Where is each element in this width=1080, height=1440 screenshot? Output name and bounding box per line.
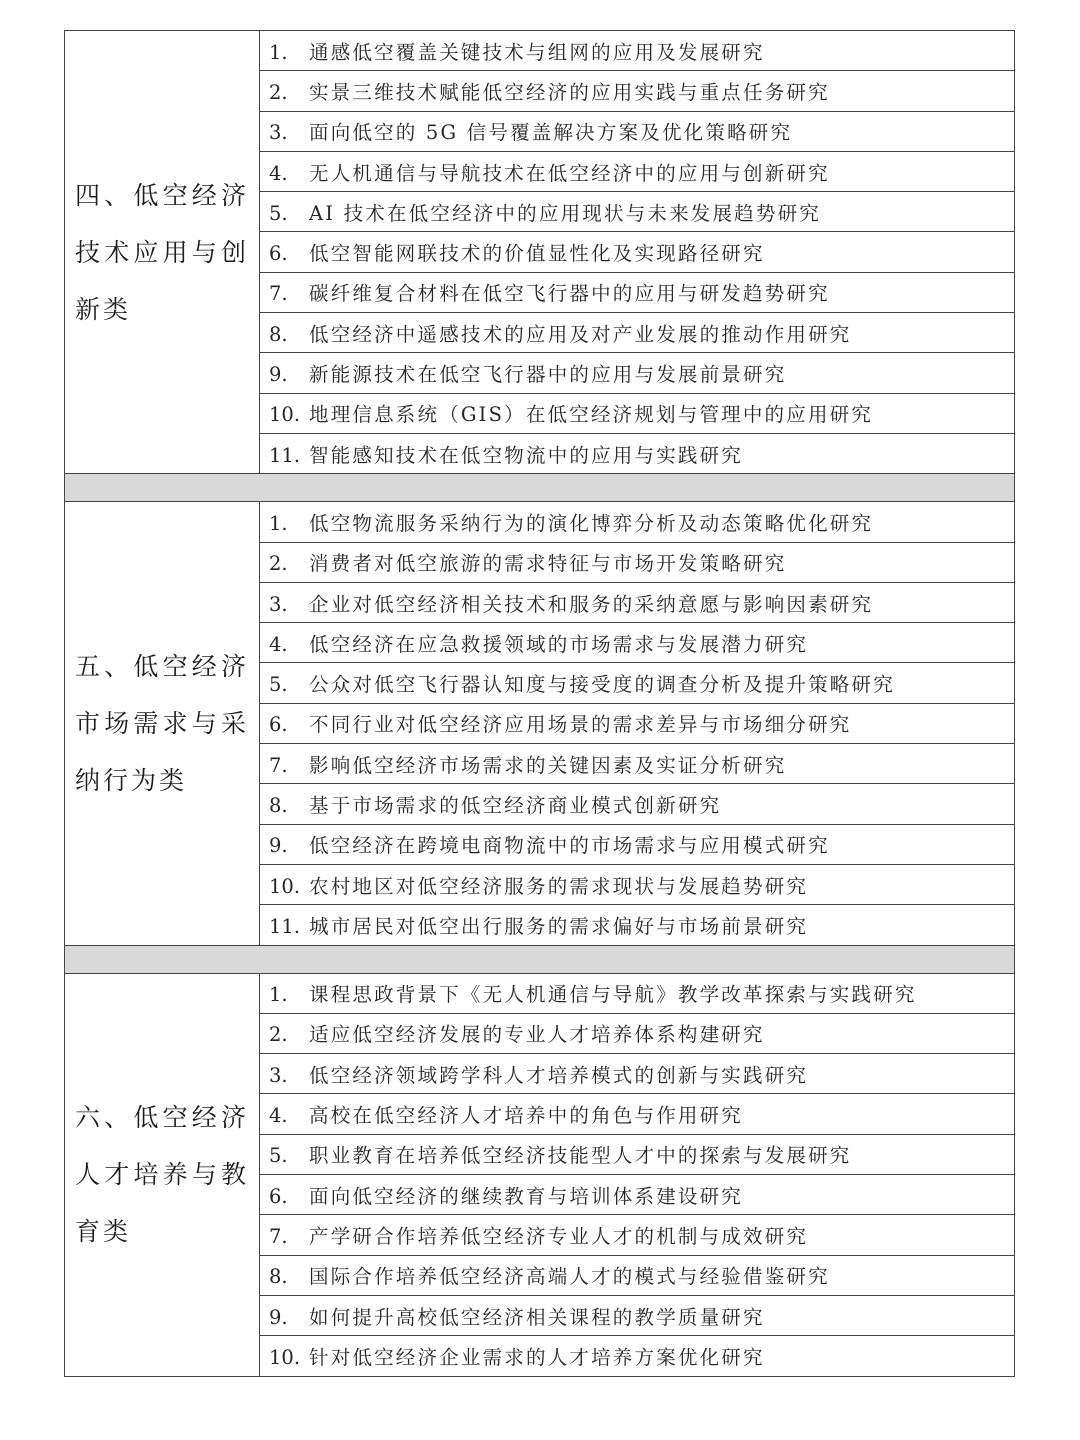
item-number: 1.	[269, 511, 288, 535]
item-text: 低空经济在跨境电商物流中的市场需求与应用模式研究	[309, 834, 830, 858]
topic-item	[260, 31, 1015, 71]
topic-item	[260, 1215, 1015, 1255]
topic-item	[260, 1134, 1015, 1174]
item-number: 7.	[269, 753, 288, 777]
section-separator	[65, 474, 1015, 502]
item-text: 低空物流服务采纳行为的演化博弈分析及动态策略优化研究	[309, 511, 874, 535]
topic-item	[260, 542, 1015, 582]
item-number: 4.	[269, 1104, 288, 1128]
item-text: 面向低空经济的继续教育与培训体系建设研究	[309, 1184, 744, 1208]
topic-item	[260, 1094, 1015, 1134]
topic-item	[260, 151, 1015, 191]
item-text: 影响低空经济市场需求的关键因素及实证分析研究	[309, 753, 787, 777]
item-number: 11.	[269, 914, 301, 938]
item-text: 企业对低空经济相关技术和服务的采纳意愿与影响因素研究	[309, 592, 874, 616]
topic-item	[260, 502, 1015, 542]
item-number: 5.	[269, 1144, 288, 1168]
item-text: 农村地区对低空经济服务的需求现状与发展趋势研究	[309, 874, 809, 898]
item-number: 9.	[269, 363, 288, 387]
item-text: 通感低空覆盖关键技术与组网的应用及发展研究	[309, 40, 765, 64]
item-number: 9.	[269, 834, 288, 858]
item-number: 7.	[269, 282, 288, 306]
category-title: 四、低空经济技术应用与创新类	[65, 31, 260, 474]
topic-item	[260, 663, 1015, 703]
topic-item	[260, 272, 1015, 312]
topic-item	[260, 744, 1015, 784]
topic-item	[260, 1295, 1015, 1335]
item-number: 3.	[269, 592, 288, 616]
item-text: 适应低空经济发展的专业人才培养体系构建研究	[309, 1023, 765, 1047]
table-row	[65, 31, 1015, 71]
item-number: 3.	[269, 1063, 288, 1087]
item-text: 碳纤维复合材料在低空飞行器中的应用与研发趋势研究	[309, 282, 830, 306]
item-text: 高校在低空经济人才培养中的角色与作用研究	[309, 1104, 744, 1128]
item-text: 如何提升高校低空经济相关课程的教学质量研究	[309, 1305, 765, 1329]
topic-item	[260, 824, 1015, 864]
item-text: 国际合作培养低空经济高端人才的模式与经验借鉴研究	[309, 1265, 830, 1289]
item-text: 产学研合作培养低空经济专业人才的机制与成效研究	[309, 1224, 809, 1248]
item-number: 8.	[269, 793, 288, 817]
topic-item	[260, 232, 1015, 272]
topic-table	[64, 30, 1015, 1377]
item-number: 5.	[269, 673, 288, 697]
item-number: 3.	[269, 121, 288, 145]
item-text: 低空经济在应急救援领域的市场需求与发展潜力研究	[309, 632, 809, 656]
item-text: 低空经济中遥感技术的应用及对产业发展的推动作用研究	[309, 322, 852, 346]
section-separator	[65, 945, 1015, 973]
item-text: 不同行业对低空经济应用场景的需求差异与市场细分研究	[309, 713, 852, 737]
topic-item	[260, 864, 1015, 904]
item-number: 9.	[269, 1305, 288, 1329]
topic-item	[260, 393, 1015, 433]
item-number: 10.	[269, 403, 301, 427]
item-number: 6.	[269, 713, 288, 737]
item-text: 实景三维技术赋能低空经济的应用实践与重点任务研究	[309, 80, 830, 104]
item-number: 2.	[269, 1023, 288, 1047]
topic-item	[260, 111, 1015, 151]
item-text: 基于市场需求的低空经济商业模式创新研究	[309, 793, 722, 817]
topic-item	[260, 1054, 1015, 1094]
item-text: AI 技术在低空经济中的应用现状与未来发展趋势研究	[309, 201, 821, 225]
topic-item	[260, 703, 1015, 743]
topic-item	[260, 192, 1015, 232]
item-text: 职业教育在培养低空经济技能型人才中的探索与发展研究	[309, 1144, 852, 1168]
item-text: 城市居民对低空出行服务的需求偏好与市场前景研究	[309, 914, 809, 938]
item-text: 面向低空的 5G 信号覆盖解决方案及优化策略研究	[309, 121, 793, 145]
topic-item	[260, 1013, 1015, 1053]
item-text: 智能感知技术在低空物流中的应用与实践研究	[309, 443, 744, 467]
table-row	[65, 502, 1015, 542]
topic-item	[260, 353, 1015, 393]
item-number: 10.	[269, 1345, 301, 1369]
item-text: 课程思政背景下《无人机通信与导航》教学改革探索与实践研究	[309, 983, 917, 1007]
topic-item	[260, 313, 1015, 353]
topic-item	[260, 1255, 1015, 1295]
item-number: 7.	[269, 1224, 288, 1248]
item-number: 8.	[269, 1265, 288, 1289]
item-number: 1.	[269, 983, 288, 1007]
item-text: 低空智能网联技术的价值显性化及实现路径研究	[309, 242, 765, 266]
item-number: 6.	[269, 242, 288, 266]
item-number: 1.	[269, 40, 288, 64]
item-text: 低空经济领域跨学科人才培养模式的创新与实践研究	[309, 1063, 809, 1087]
item-number: 8.	[269, 322, 288, 346]
topic-item	[260, 1336, 1015, 1376]
topic-item	[260, 973, 1015, 1013]
item-number: 11.	[269, 443, 301, 467]
table-row	[65, 973, 1015, 1013]
item-number: 5.	[269, 201, 288, 225]
topic-item	[260, 71, 1015, 111]
item-text: 针对低空经济企业需求的人才培养方案优化研究	[309, 1345, 765, 1369]
topic-item	[260, 784, 1015, 824]
item-number: 2.	[269, 552, 288, 576]
item-text: 新能源技术在低空飞行器中的应用与发展前景研究	[309, 363, 787, 387]
item-text: 消费者对低空旅游的需求特征与市场开发策略研究	[309, 552, 787, 576]
item-number: 4.	[269, 632, 288, 656]
item-text: 公众对低空飞行器认知度与接受度的调查分析及提升策略研究	[309, 673, 895, 697]
topic-item	[260, 582, 1015, 622]
item-number: 4.	[269, 161, 288, 185]
topic-item	[260, 905, 1015, 945]
topic-table-body	[65, 31, 1015, 1377]
item-text: 无人机通信与导航技术在低空经济中的应用与创新研究	[309, 161, 830, 185]
separator-cell	[65, 474, 1015, 502]
topic-item	[260, 623, 1015, 663]
topic-item	[260, 1175, 1015, 1215]
item-number: 10.	[269, 874, 301, 898]
item-number: 2.	[269, 80, 288, 104]
separator-cell	[65, 945, 1015, 973]
category-title: 五、低空经济市场需求与采纳行为类	[65, 502, 260, 945]
topic-item	[260, 433, 1015, 473]
item-number: 6.	[269, 1184, 288, 1208]
category-title: 六、低空经济人才培养与教育类	[65, 973, 260, 1376]
item-text: 地理信息系统（GIS）在低空经济规划与管理中的应用研究	[309, 403, 874, 427]
